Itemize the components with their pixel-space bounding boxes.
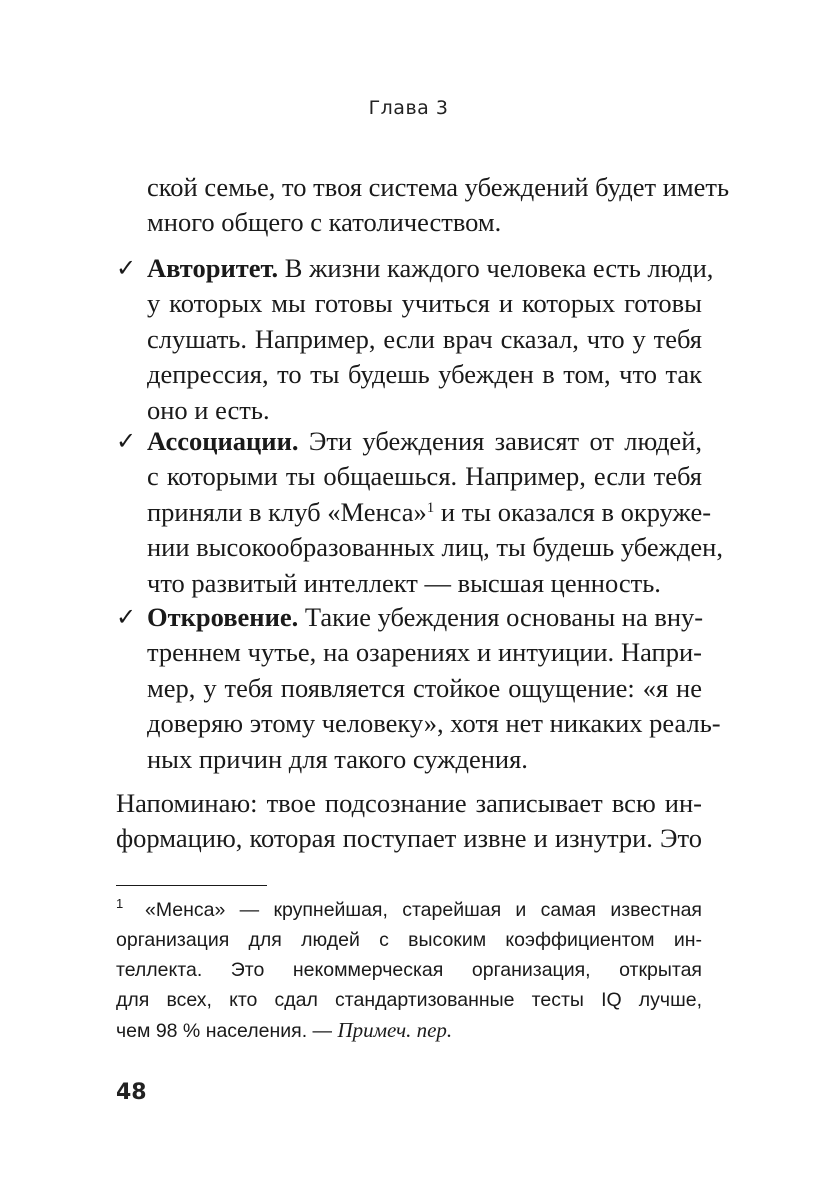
footnote-line: теллекта. Это некоммерческая организация, открытая (116, 959, 702, 981)
checkmark-icon: ✓ (116, 427, 137, 455)
text-line: треннем чутье, на озарениях и интуиции. Напри- (147, 637, 702, 668)
term-revelation: Откровение. (147, 602, 299, 632)
text-fragment: Эти убеждения зависят от людей, (308, 426, 703, 456)
chapter-header: Глава 3 (368, 97, 449, 119)
closing-paragraph (116, 786, 702, 857)
text-line: доверяю этому человеку», хотя нет никаких реаль- (147, 708, 721, 739)
footnote-divider (116, 885, 267, 886)
text-fragment: В жизни каждого человека есть люди, (284, 253, 714, 283)
text-line: с которыми ты общаешься. Например, если тебя (147, 461, 702, 492)
text-line (147, 424, 702, 459)
bullet-item-authority (116, 251, 714, 428)
text-line (147, 251, 714, 286)
bullet-item-revelation (116, 600, 721, 777)
text-line: ской семье, то твоя система убеждений будет иметь (147, 172, 730, 202)
term-authority: Авторитет. (147, 253, 279, 283)
page-number: 48 (116, 1080, 147, 1105)
footnote (116, 895, 702, 1046)
checkmark-icon: ✓ (116, 603, 137, 631)
text-fragment: приняли в клуб «Менса» (147, 496, 427, 527)
text-line: формацию, которая поступает извне и изнутри. Это (116, 823, 702, 854)
footnote-ref: 1 (426, 499, 435, 516)
text-line: слушать. Например, если врач сказал, что у тебя (147, 323, 702, 354)
text-line (147, 600, 702, 635)
footnote-line: для всех, кто сдал стандартизованные тесты IQ лучше, (116, 989, 702, 1011)
footnote-mark: 1 (116, 896, 124, 911)
footnote-line: «Менса» — крупнейшая, старейшая и самая известная (145, 899, 702, 921)
text-line: что развитый интеллект — высшая ценность. (147, 567, 661, 598)
text-line: много общего с католичеством. (147, 207, 502, 238)
footnote-line: организация для людей с высоким коэффициентом ин- (116, 929, 702, 951)
translator-note: Примеч. пер. (337, 1018, 453, 1042)
text-fragment: и ты оказался в окруже- (440, 496, 712, 527)
continuation-text (147, 170, 730, 241)
footnote-line (116, 1015, 702, 1046)
bullet-item-associations (116, 424, 723, 601)
text-line: Напоминаю: твое подсознание записывает всю ин- (116, 788, 702, 818)
text-fragment: чем 98 % населения. — (116, 1020, 333, 1042)
text-line: ных причин для такого суждения. (147, 743, 528, 774)
term-associations: Ассоциации. (147, 426, 299, 456)
text-line: нии высокообразованных лиц, ты будешь убежден, (147, 532, 723, 563)
text-line: у которых мы готовы учиться и которых готовы (147, 288, 702, 319)
text-line: мер, у тебя появляется стойкое ощущение: «я не (147, 672, 702, 703)
checkmark-icon: ✓ (116, 254, 137, 282)
text-line (147, 495, 712, 530)
text-line: оно и есть. (147, 394, 270, 425)
text-fragment: Такие убеждения основаны на вну- (304, 602, 704, 632)
text-line: депрессия, то ты будешь убежден в том, что так (147, 359, 702, 390)
